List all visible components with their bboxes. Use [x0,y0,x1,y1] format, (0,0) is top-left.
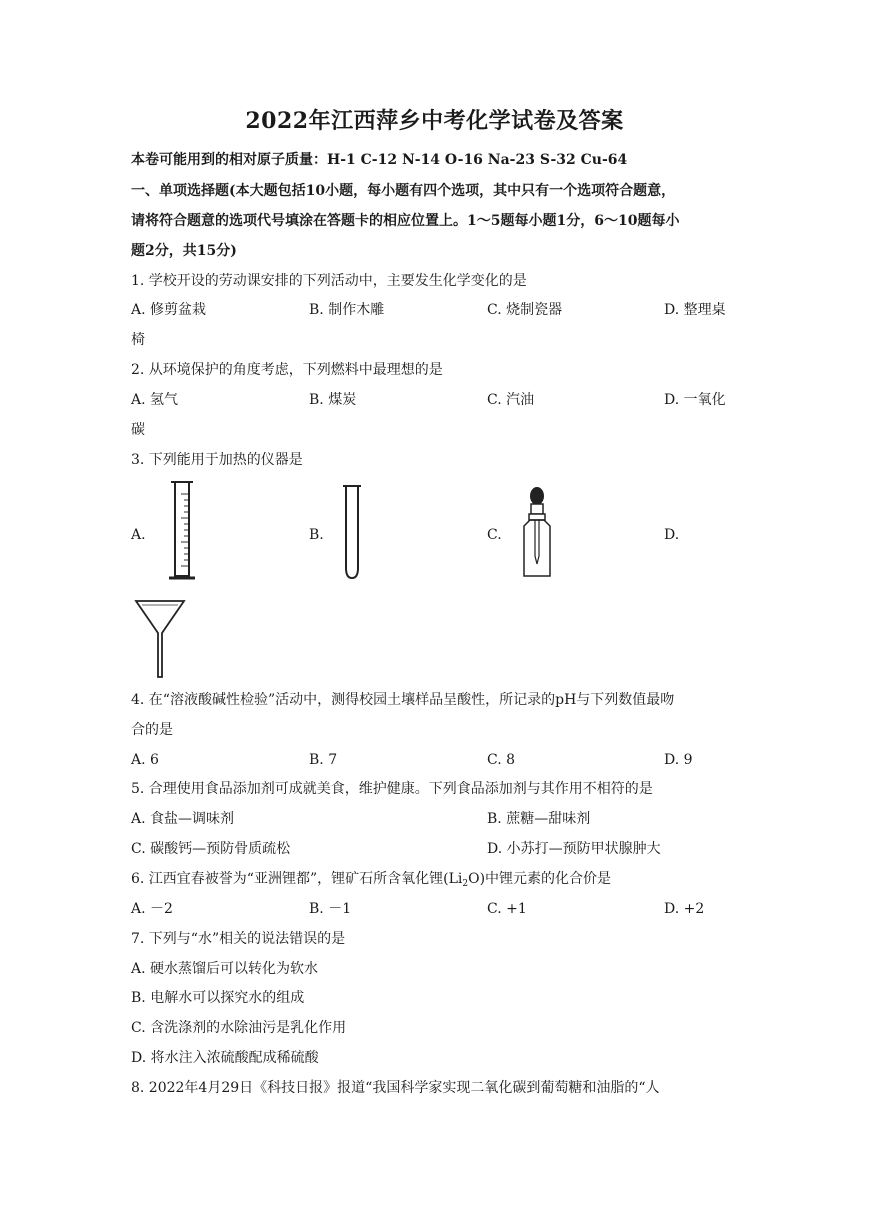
test-tube-icon [339,484,365,582]
q5-option-d: D. 小苏打—预防甲状腺肿大 [487,841,661,857]
q5-option-a: A. 食盐—调味剂 [131,811,235,827]
q3-option-c: C. [487,527,502,543]
q7-option-d: D. 将水注入浓硫酸配成稀硫酸 [131,1050,319,1066]
q7-option-a: A. 硬水蒸馏后可以转化为软水 [131,961,319,977]
q8-stem: 8. 2022年4月29日《科技日报》报道“我国科学家实现二氧化碳到葡萄糖和油脂的“人 [131,1080,660,1096]
q4-option-a: A. 6 [131,752,159,768]
q2-option-d-wrap: 碳 [131,422,145,438]
q2-stem: 2. 从环境保护的角度考虑，下列燃料中最理想的是 [131,362,443,378]
q5-option-c: C. 碳酸钙—预防骨质疏松 [131,841,291,857]
q1-option-d: D. 整理桌 [664,302,726,318]
graduated-cylinder-icon [166,480,198,584]
section-heading-line-3: 题2分，共15分) [131,243,237,259]
q6-option-c: C. +1 [487,901,527,917]
q4-option-d: D. 9 [664,752,693,768]
q7-option-b: B. 电解水可以探究水的组成 [131,990,305,1006]
q3-option-b: B. [309,527,324,543]
section-heading-line-1: 一、单项选择题(本大题包括10小题，每小题有四个选项，其中只有一个选项符合题意， [131,183,676,199]
q7-option-c: C. 含洗涤剂的水除油污是乳化作用 [131,1020,347,1036]
q4-option-b: B. 7 [309,752,338,768]
q6-stem-text-end: O)中锂元素的化合价是 [468,871,612,887]
q3-stem: 3. 下列能用于加热的仪器是 [131,452,303,468]
q1-stem: 1. 学校开设的劳动课安排的下列活动中，主要发生化学变化的是 [131,273,527,289]
funnel-icon [134,599,186,681]
q6-option-a: A. －2 [131,901,173,917]
q4-stem-wrap: 合的是 [131,722,173,738]
atomic-masses-note: 本卷可能用到的相对原子质量：H-1 C-12 N-14 O-16 Na-23 S-32 Cu-64 [131,152,628,168]
q6-stem [131,870,611,893]
q6-option-d: D. +2 [664,901,705,917]
q1-option-c: C. 烧制瓷器 [487,302,563,318]
q6-stem-text: 6. 江西宜春被誉为“亚洲锂都”，锂矿石所含氧化锂(Li [131,871,463,887]
q1-option-b: B. 制作木雕 [309,302,385,318]
q5-option-b: B. 蔗糖—甜味剂 [487,811,591,827]
q3-option-a: A. [131,527,146,543]
q6-subscript: 2 [462,879,469,889]
q2-option-b: B. 煤炭 [309,392,357,408]
q4-option-c: C. 8 [487,752,516,768]
q3-option-d: D. [664,527,680,543]
q5-stem: 5. 合理使用食品添加剂可成就美食，维护健康。下列食品添加剂与其作用不相符的是 [131,781,653,797]
q2-option-c: C. 汽油 [487,392,535,408]
q6-option-b: B. －1 [309,901,352,917]
page-title: 2022年江西萍乡中考化学试卷及答案 [245,108,624,134]
q7-stem: 7. 下列与“水”相关的说法错误的是 [131,931,346,947]
dropper-bottle-icon [514,486,560,580]
section-heading-line-2: 请将符合题意的选项代号填涂在答题卡的相应位置上。1～5题每小题1分，6～10题每小 [131,213,680,229]
q1-option-a: A. 修剪盆栽 [131,302,207,318]
q2-option-a: A. 氢气 [131,392,179,408]
q4-stem: 4. 在“溶液酸碱性检验”活动中，测得校园土壤样品呈酸性，所记录的pH与下列数值最吻 [131,692,675,708]
q1-option-d-wrap: 椅 [131,332,145,348]
q2-option-d: D. 一氧化 [664,392,726,408]
